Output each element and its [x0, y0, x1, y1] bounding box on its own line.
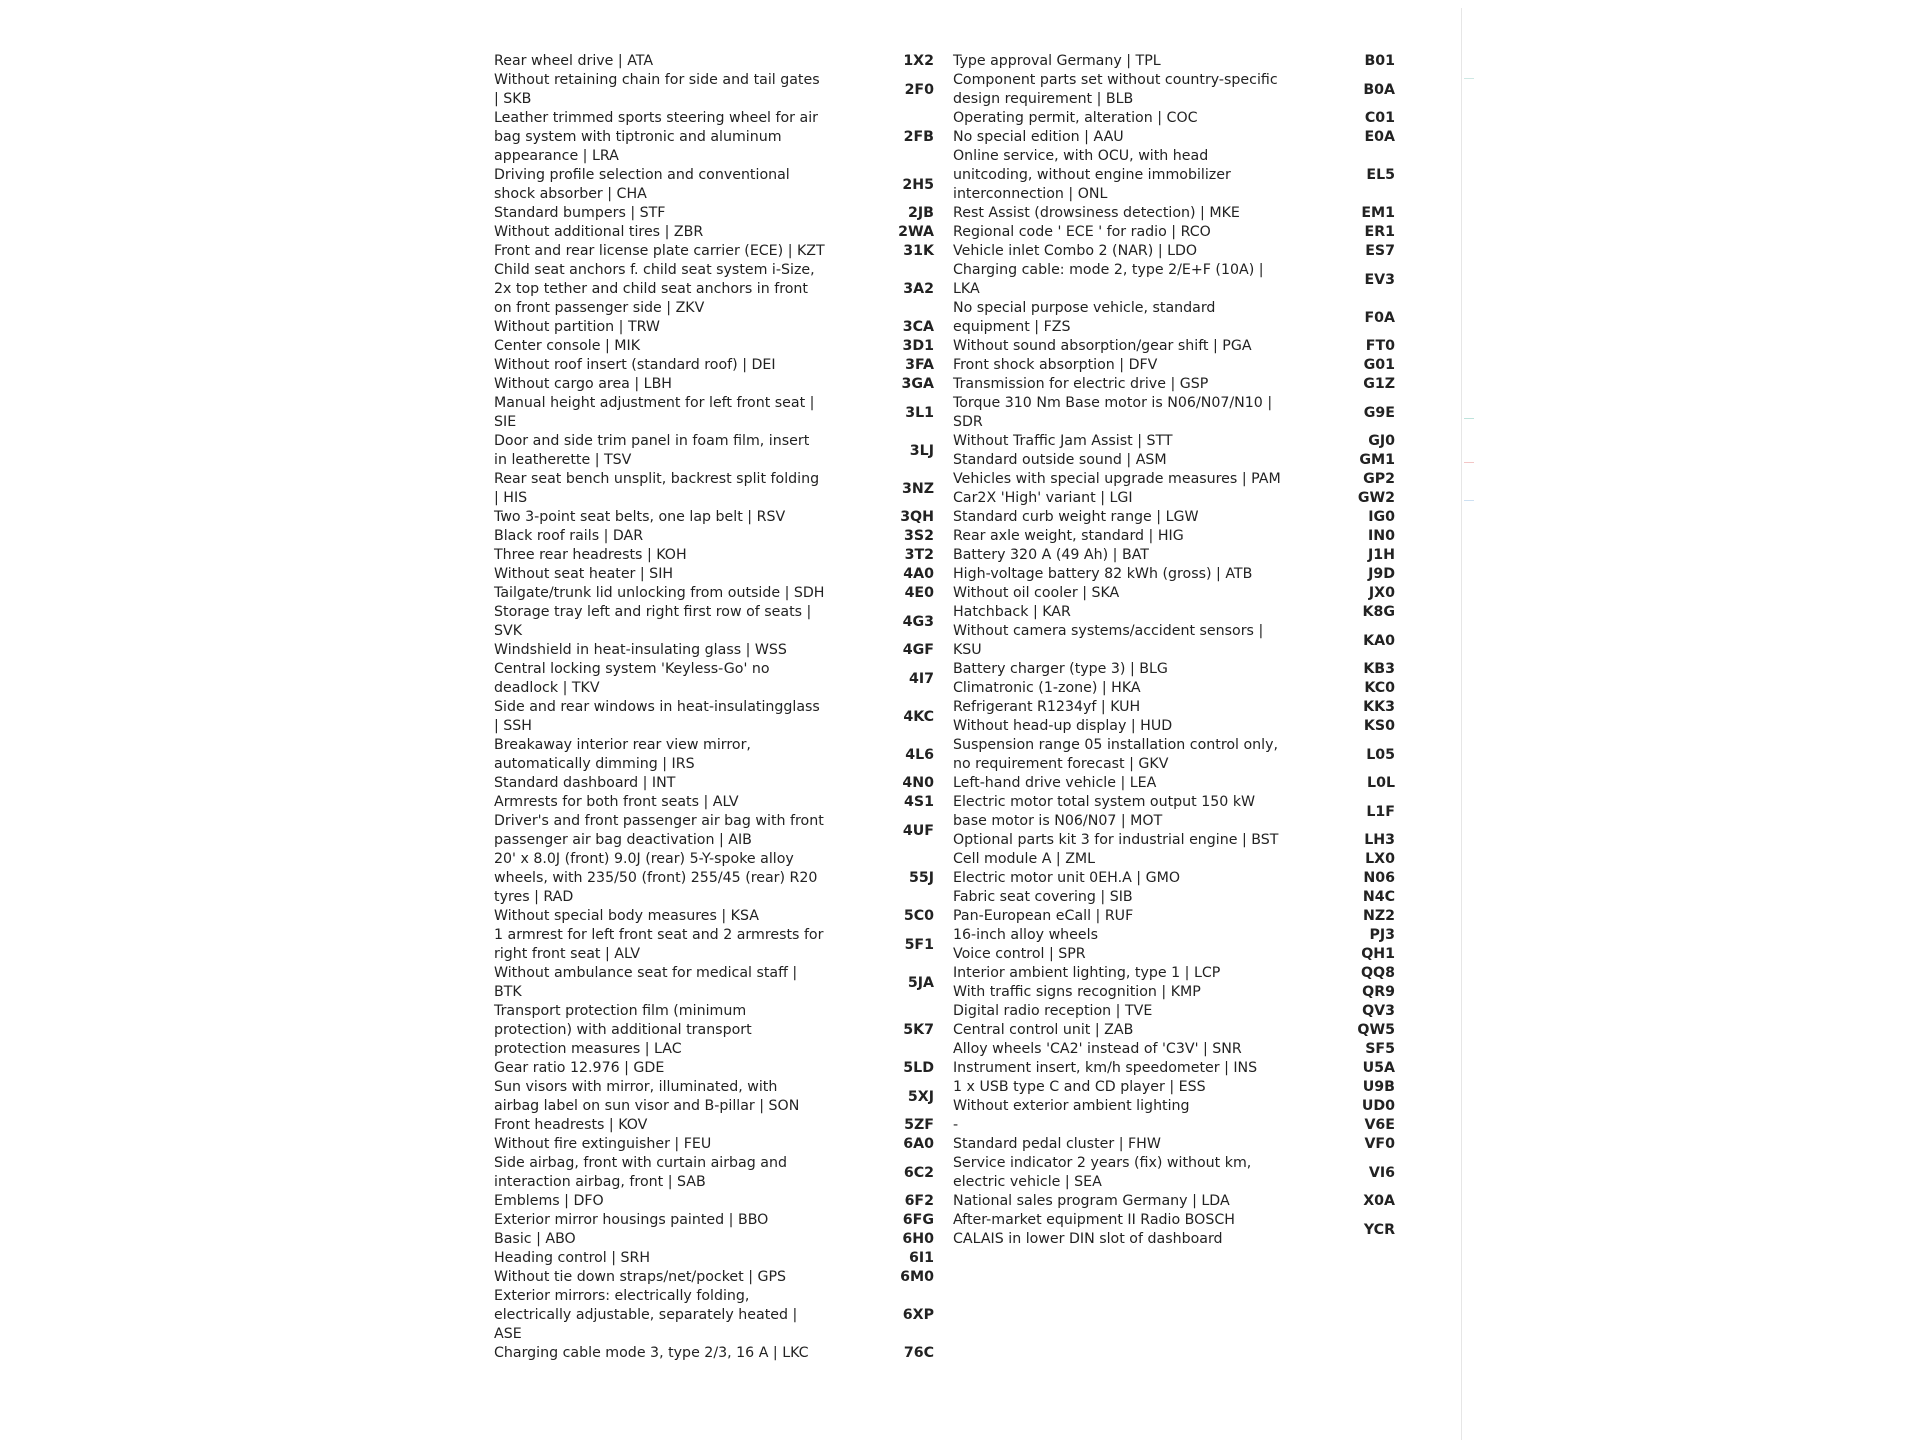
option-code: 5ZF: [904, 1117, 934, 1133]
option-description: Battery 320 A (49 Ah) | BAT: [953, 547, 1149, 563]
option-code: L1F: [1366, 803, 1395, 820]
option-description: Rear axle weight, standard | HIG: [953, 528, 1184, 544]
option-code: KK3: [1363, 699, 1395, 715]
option-row: [494, 736, 934, 774]
scan-edge-mark: [1464, 462, 1474, 463]
option-description: Without Traffic Jam Assist | STT: [953, 433, 1173, 449]
option-description: Three rear headrests | KOH: [494, 547, 687, 563]
option-description: Alloy wheels 'CA2' instead of 'C3V' | SNR: [953, 1041, 1242, 1057]
option-description: Without additional tires | ZBR: [494, 224, 704, 240]
option-code: VF0: [1364, 1136, 1395, 1152]
option-description: Without head-up display | HUD: [953, 718, 1173, 734]
option-description: Without roof insert (standard roof) | DEI: [494, 357, 776, 373]
option-row: [494, 375, 934, 394]
option-description: Operating permit, alteration | COC: [953, 110, 1198, 126]
option-row: [953, 774, 1395, 793]
option-row: [494, 641, 934, 660]
option-row: [953, 1097, 1395, 1116]
option-row: [494, 71, 934, 109]
option-row: [494, 1078, 934, 1116]
option-code: V6E: [1364, 1117, 1395, 1133]
option-row: [953, 1116, 1395, 1135]
option-description: Exterior mirrors: electrically folding, electrically adjustable, separately heated | ASE: [494, 1288, 798, 1342]
option-code: 6F2: [904, 1193, 934, 1209]
option-description: Transport protection film (minimum protection) with additional transport protection measures | LAC: [494, 1003, 752, 1057]
option-row: [494, 223, 934, 242]
option-code: IN0: [1367, 528, 1395, 544]
option-row: [494, 964, 934, 1002]
option-description: Standard curb weight range | LGW: [953, 509, 1199, 525]
option-row: [494, 508, 934, 527]
option-code: 6A0: [903, 1136, 934, 1152]
option-description: Without oil cooler | SKA: [953, 585, 1120, 601]
option-code: 4N0: [902, 775, 934, 791]
option-description: Pan-European eCall | RUF: [953, 908, 1134, 924]
option-description: 20' x 8.0J (front) 9.0J (rear) 5-Y-spoke alloy wheels, with 235/50 (front) 255/45 (rear) R20 tyres | RAD: [494, 851, 818, 905]
option-description: Electric motor total system output 150 kW base motor is N06/N07 | MOT: [953, 794, 1256, 829]
option-code: EL5: [1366, 167, 1395, 183]
option-code: NZ2: [1362, 908, 1395, 924]
option-row: [494, 470, 934, 508]
option-row: [953, 261, 1395, 299]
page-edge-divider: [1461, 8, 1462, 1440]
option-description: Rear wheel drive | ATA: [494, 53, 654, 69]
option-description: Optional parts kit 3 for industrial engine | BST: [953, 832, 1279, 848]
option-code: 4UF: [902, 822, 934, 839]
option-row: [953, 660, 1395, 679]
option-description: Driver's and front passenger air bag with front passenger air bag deactivation | AIB: [494, 813, 824, 848]
option-description: Door and side trim panel in foam film, insert in leatherette | TSV: [494, 433, 810, 468]
option-description: Storage tray left and right first row of seats | SVK: [494, 604, 812, 639]
option-code: K8G: [1362, 604, 1395, 620]
option-code: 3FA: [905, 357, 934, 373]
option-code: E0A: [1364, 129, 1395, 145]
option-code: 1X2: [903, 53, 934, 69]
option-description: Front and rear license plate carrier (ECE) | KZT: [494, 243, 825, 259]
option-description: Vehicles with special upgrade measures | PAM: [953, 471, 1281, 487]
option-code: 3GA: [901, 376, 934, 392]
option-code: 3CA: [902, 319, 934, 335]
option-code: J9D: [1368, 566, 1395, 582]
option-row: [494, 1249, 934, 1268]
option-row: [953, 869, 1395, 888]
option-row: [953, 451, 1395, 470]
option-row: [953, 204, 1395, 223]
option-row: [494, 812, 934, 850]
option-code: YCR: [1363, 1221, 1395, 1238]
option-row: [953, 1154, 1395, 1192]
option-code: KA0: [1363, 632, 1395, 649]
option-row: [494, 1230, 934, 1249]
option-description: High-voltage battery 82 kWh (gross) | ATB: [953, 566, 1253, 582]
option-description: Without seat heater | SIH: [494, 566, 674, 582]
option-description: Component parts set without country-specific design requirement | BLB: [953, 72, 1278, 107]
option-code: 5LD: [903, 1060, 934, 1076]
option-code: 5C0: [903, 908, 934, 924]
option-row: [953, 489, 1395, 508]
option-code: JX0: [1368, 585, 1395, 601]
option-description: Torque 310 Nm Base motor is N06/N07/N10 | SDR: [953, 395, 1273, 430]
option-row: [953, 147, 1395, 204]
option-row: [494, 565, 934, 584]
option-row: [953, 71, 1395, 109]
option-row: [494, 1211, 934, 1230]
option-description: Without fire extinguisher | FEU: [494, 1136, 712, 1152]
option-row: [953, 907, 1395, 926]
option-description: Fabric seat covering | SIB: [953, 889, 1133, 905]
option-row: [953, 717, 1395, 736]
option-description: Climatronic (1-zone) | HKA: [953, 680, 1141, 696]
option-code: 2FB: [903, 129, 934, 145]
scan-edge-mark: [1464, 500, 1474, 501]
option-description: Central locking system 'Keyless-Go' no deadlock | TKV: [494, 661, 770, 696]
option-description: Side and rear windows in heat-insulatingglass | SSH: [494, 699, 820, 734]
option-row: [953, 1211, 1395, 1249]
option-code: X0A: [1363, 1193, 1395, 1209]
option-code: N06: [1363, 870, 1395, 886]
option-code: ER1: [1364, 224, 1395, 240]
option-row: [953, 831, 1395, 850]
option-code: G9E: [1363, 404, 1395, 421]
option-code: KB3: [1363, 661, 1395, 677]
option-code: VI6: [1368, 1164, 1395, 1181]
option-description: Driving profile selection and conventional shock absorber | CHA: [494, 167, 790, 202]
option-description: Without camera systems/accident sensors | KSU: [953, 623, 1264, 658]
option-code: 2JB: [908, 205, 934, 221]
option-code: 3A2: [903, 281, 934, 297]
scan-edge-mark: [1464, 418, 1474, 419]
option-code: 4G3: [902, 613, 934, 630]
option-row: [953, 470, 1395, 489]
option-row: [494, 774, 934, 793]
option-row: [953, 223, 1395, 242]
option-row: [494, 603, 934, 641]
option-description: Emblems | DFO: [494, 1193, 604, 1209]
option-description: Voice control | SPR: [953, 946, 1086, 962]
option-description: Without ambulance seat for medical staff | BTK: [494, 965, 798, 1000]
option-code: U5A: [1362, 1060, 1395, 1076]
option-code: 3QH: [900, 509, 934, 525]
option-description: Charging cable: mode 2, type 2/E+F (10A) | LKA: [953, 262, 1264, 297]
option-row: [494, 850, 934, 907]
option-code: G01: [1363, 357, 1395, 373]
option-code: QH1: [1361, 946, 1395, 962]
option-row: [494, 356, 934, 375]
option-description: Vehicle inlet Combo 2 (NAR) | LDO: [953, 243, 1198, 259]
option-code: IG0: [1368, 509, 1395, 525]
option-description: Digital radio reception | TVE: [953, 1003, 1153, 1019]
option-row: [494, 52, 934, 71]
option-description: National sales program Germany | LDA: [953, 1193, 1230, 1209]
option-description: Sun visors with mirror, illuminated, with airbag label on sun visor and B-pillar | SON: [494, 1079, 800, 1114]
option-code: 5XJ: [907, 1088, 934, 1105]
option-code: 3T2: [904, 547, 934, 563]
option-row: [494, 660, 934, 698]
option-description: Side airbag, front with curtain airbag and interaction airbag, front | SAB: [494, 1155, 787, 1190]
option-description: No special purpose vehicle, standard equipment | FZS: [953, 300, 1216, 335]
option-code: 6H0: [902, 1231, 934, 1247]
option-row: [494, 1154, 934, 1192]
option-description: Central control unit | ZAB: [953, 1022, 1134, 1038]
option-code: 2F0: [904, 81, 934, 98]
option-description: Manual height adjustment for left front seat | SIE: [494, 395, 815, 430]
option-description: Refrigerant R1234yf | KUH: [953, 699, 1141, 715]
option-row: [494, 394, 934, 432]
option-row: [953, 736, 1395, 774]
options-list-left: [494, 52, 934, 1363]
option-code: QW5: [1357, 1022, 1395, 1038]
option-row: [953, 926, 1395, 945]
option-code: EM1: [1361, 205, 1395, 221]
option-description: Exterior mirror housings painted | BBO: [494, 1212, 769, 1228]
option-row: [953, 964, 1395, 983]
option-row: [494, 1135, 934, 1154]
option-row: [494, 1268, 934, 1287]
option-code: 6XP: [902, 1307, 934, 1323]
option-code: U9B: [1362, 1079, 1395, 1095]
option-description: Interior ambient lighting, type 1 | LCP: [953, 965, 1221, 981]
option-code: QR9: [1362, 984, 1395, 1000]
option-row: [953, 1135, 1395, 1154]
option-code: GJ0: [1368, 433, 1395, 449]
option-description: Without retaining chain for side and tail gates | SKB: [494, 72, 820, 107]
option-description: Leather trimmed sports steering wheel for air bag system with tiptronic and aluminum appearance | LRA: [494, 110, 818, 164]
option-row: [953, 622, 1395, 660]
option-code: LH3: [1364, 832, 1395, 848]
option-row: [953, 603, 1395, 622]
option-code: 6C2: [903, 1164, 934, 1181]
option-row: [953, 242, 1395, 261]
option-row: [494, 698, 934, 736]
option-row: [953, 128, 1395, 147]
option-row: [494, 926, 934, 964]
option-code: 3D1: [902, 338, 934, 354]
option-description: Car2X 'High' variant | LGI: [953, 490, 1133, 506]
option-description: Without sound absorption/gear shift | PGA: [953, 338, 1252, 354]
option-code: 6I1: [908, 1250, 934, 1266]
option-code: C01: [1364, 110, 1395, 126]
option-code: 5JA: [907, 974, 934, 991]
option-code: KS0: [1363, 718, 1395, 734]
option-description: 1 armrest for left front seat and 2 armrests for right front seat | ALV: [494, 927, 824, 962]
option-code: 4GF: [902, 642, 934, 658]
option-code: 2H5: [902, 176, 934, 193]
option-code: QQ8: [1361, 965, 1395, 981]
option-code: 55J: [908, 870, 934, 886]
option-code: 76C: [903, 1345, 934, 1361]
option-description: Electric motor unit 0EH.A | GMO: [953, 870, 1180, 886]
option-description: Standard bumpers | STF: [494, 205, 666, 221]
option-row: [953, 888, 1395, 907]
option-description: 16-inch alloy wheels: [953, 927, 1098, 943]
option-code: GP2: [1363, 471, 1395, 487]
option-row: [953, 698, 1395, 717]
option-row: [953, 1040, 1395, 1059]
option-row: [953, 945, 1395, 964]
option-description: Without tie down straps/net/pocket | GPS: [494, 1269, 787, 1285]
option-row: [494, 166, 934, 204]
option-row: [953, 52, 1395, 71]
option-description: -: [953, 1117, 959, 1133]
option-code: G1Z: [1363, 376, 1395, 392]
option-row: [494, 204, 934, 223]
option-description: Type approval Germany | TPL: [953, 53, 1161, 69]
option-code: 31K: [903, 243, 934, 259]
option-code: SF5: [1365, 1041, 1395, 1057]
option-row: [953, 337, 1395, 356]
option-description: Front shock absorption | DFV: [953, 357, 1158, 373]
option-description: Standard dashboard | INT: [494, 775, 676, 791]
option-row: [494, 907, 934, 926]
option-row: [494, 1002, 934, 1059]
option-row: [953, 584, 1395, 603]
option-row: [494, 109, 934, 166]
option-description: Service indicator 2 years (fix) without km, electric vehicle | SEA: [953, 1155, 1252, 1190]
option-code: 6FG: [902, 1212, 934, 1228]
option-code: B01: [1364, 53, 1395, 69]
option-description: Instrument insert, km/h speedometer | INS: [953, 1060, 1258, 1076]
option-row: [953, 793, 1395, 831]
option-code: 5F1: [904, 936, 934, 953]
option-code: GM1: [1359, 452, 1395, 468]
option-code: J1H: [1367, 547, 1395, 563]
option-code: 3NZ: [901, 480, 934, 497]
option-description: After-market equipment II Radio BOSCH CALAIS in lower DIN slot of dashboard: [953, 1212, 1235, 1247]
option-description: Standard pedal cluster | FHW: [953, 1136, 1161, 1152]
option-row: [953, 375, 1395, 394]
option-row: [494, 337, 934, 356]
options-list-right: [953, 52, 1395, 1249]
option-row: [953, 565, 1395, 584]
option-description: Two 3-point seat belts, one lap belt | RSV: [494, 509, 786, 525]
option-description: Breakaway interior rear view mirror, automatically dimming | IRS: [494, 737, 751, 772]
option-row: [953, 299, 1395, 337]
option-code: L0L: [1367, 775, 1395, 791]
option-description: No special edition | AAU: [953, 129, 1124, 145]
option-code: 4S1: [904, 794, 934, 810]
option-description: Transmission for electric drive | GSP: [953, 376, 1209, 392]
option-row: [494, 793, 934, 812]
option-code: ES7: [1365, 243, 1395, 259]
option-code: GW2: [1357, 490, 1395, 506]
option-code: 2WA: [898, 224, 934, 240]
option-description: Cell module A | ZML: [953, 851, 1096, 867]
option-row: [953, 1192, 1395, 1211]
option-code: 3S2: [904, 528, 934, 544]
option-code: 4KC: [903, 708, 934, 725]
option-code: 5K7: [903, 1022, 934, 1038]
option-row: [953, 983, 1395, 1002]
option-description: Windshield in heat-insulating glass | WSS: [494, 642, 787, 658]
option-description: Charging cable mode 3, type 2/3, 16 A | LKC: [494, 1345, 809, 1361]
option-code: QV3: [1362, 1003, 1395, 1019]
option-row: [953, 527, 1395, 546]
option-code: UD0: [1361, 1098, 1395, 1114]
option-code: 4A0: [903, 566, 934, 582]
option-row: [494, 261, 934, 318]
option-description: Heading control | SRH: [494, 1250, 651, 1266]
option-row: [953, 109, 1395, 128]
option-description: With traffic signs recognition | KMP: [953, 984, 1201, 1000]
option-row: [494, 546, 934, 565]
option-row: [494, 584, 934, 603]
option-code: KC0: [1364, 680, 1395, 696]
option-code: N4C: [1362, 889, 1395, 905]
option-description: Hatchback | KAR: [953, 604, 1071, 620]
option-row: [953, 394, 1395, 432]
option-row: [494, 1344, 934, 1363]
option-description: Without cargo area | LBH: [494, 376, 672, 392]
option-row: [494, 1059, 934, 1078]
option-description: Left-hand drive vehicle | LEA: [953, 775, 1157, 791]
option-code: 3LJ: [909, 442, 934, 459]
scan-edge-mark: [1464, 78, 1474, 79]
option-description: Online service, with OCU, with head unitcoding, without engine immobilizer interconnection | ONL: [953, 148, 1231, 202]
option-description: Center console | MIK: [494, 338, 641, 354]
option-row: [494, 432, 934, 470]
option-description: Without partition | TRW: [494, 319, 660, 335]
option-description: Armrests for both front seats | ALV: [494, 794, 739, 810]
option-description: Black roof rails | DAR: [494, 528, 644, 544]
option-description: Regional code ' ECE ' for radio | RCO: [953, 224, 1211, 240]
option-row: [953, 1078, 1395, 1097]
option-row: [953, 1021, 1395, 1040]
option-description: Rest Assist (drowsiness detection) | MKE: [953, 205, 1240, 221]
option-row: [494, 1192, 934, 1211]
option-row: [953, 679, 1395, 698]
option-code: 6M0: [900, 1269, 934, 1285]
option-description: Without special body measures | KSA: [494, 908, 759, 924]
option-description: Tailgate/trunk lid unlocking from outside | SDH: [494, 585, 825, 601]
option-code: 4I7: [908, 670, 934, 687]
option-description: Rear seat bench unsplit, backrest split folding | HIS: [494, 471, 820, 506]
option-description: Front headrests | KOV: [494, 1117, 648, 1133]
option-row: [953, 546, 1395, 565]
option-row: [953, 432, 1395, 451]
option-code: EV3: [1364, 271, 1395, 288]
option-code: LX0: [1365, 851, 1395, 867]
option-row: [494, 242, 934, 261]
option-row: [953, 1002, 1395, 1021]
option-row: [953, 508, 1395, 527]
option-description: Without exterior ambient lighting: [953, 1098, 1190, 1114]
option-description: Standard outside sound | ASM: [953, 452, 1167, 468]
option-code: 3L1: [905, 404, 934, 421]
option-row: [953, 850, 1395, 869]
option-row: [953, 1059, 1395, 1078]
option-description: Gear ratio 12.976 | GDE: [494, 1060, 665, 1076]
option-row: [494, 318, 934, 337]
option-code: PJ3: [1369, 927, 1395, 943]
option-row: [494, 1116, 934, 1135]
option-description: Battery charger (type 3) | BLG: [953, 661, 1168, 677]
option-description: 1 x USB type C and CD player | ESS: [953, 1079, 1206, 1095]
option-description: Basic | ABO: [494, 1231, 576, 1247]
option-row: [494, 527, 934, 546]
option-row: [953, 356, 1395, 375]
option-description: Suspension range 05 installation control only, no requirement forecast | GKV: [953, 737, 1279, 772]
option-row: [494, 1287, 934, 1344]
option-code: F0A: [1364, 309, 1395, 326]
option-code: 4L6: [905, 746, 934, 763]
option-description: Child seat anchors f. child seat system i-Size, 2x top tether and child seat anchors in front on front passenger side | ZKV: [494, 262, 815, 316]
option-code: L05: [1366, 746, 1395, 763]
option-code: B0A: [1363, 81, 1395, 98]
option-code: FT0: [1365, 338, 1395, 354]
option-code: 4E0: [904, 585, 934, 601]
